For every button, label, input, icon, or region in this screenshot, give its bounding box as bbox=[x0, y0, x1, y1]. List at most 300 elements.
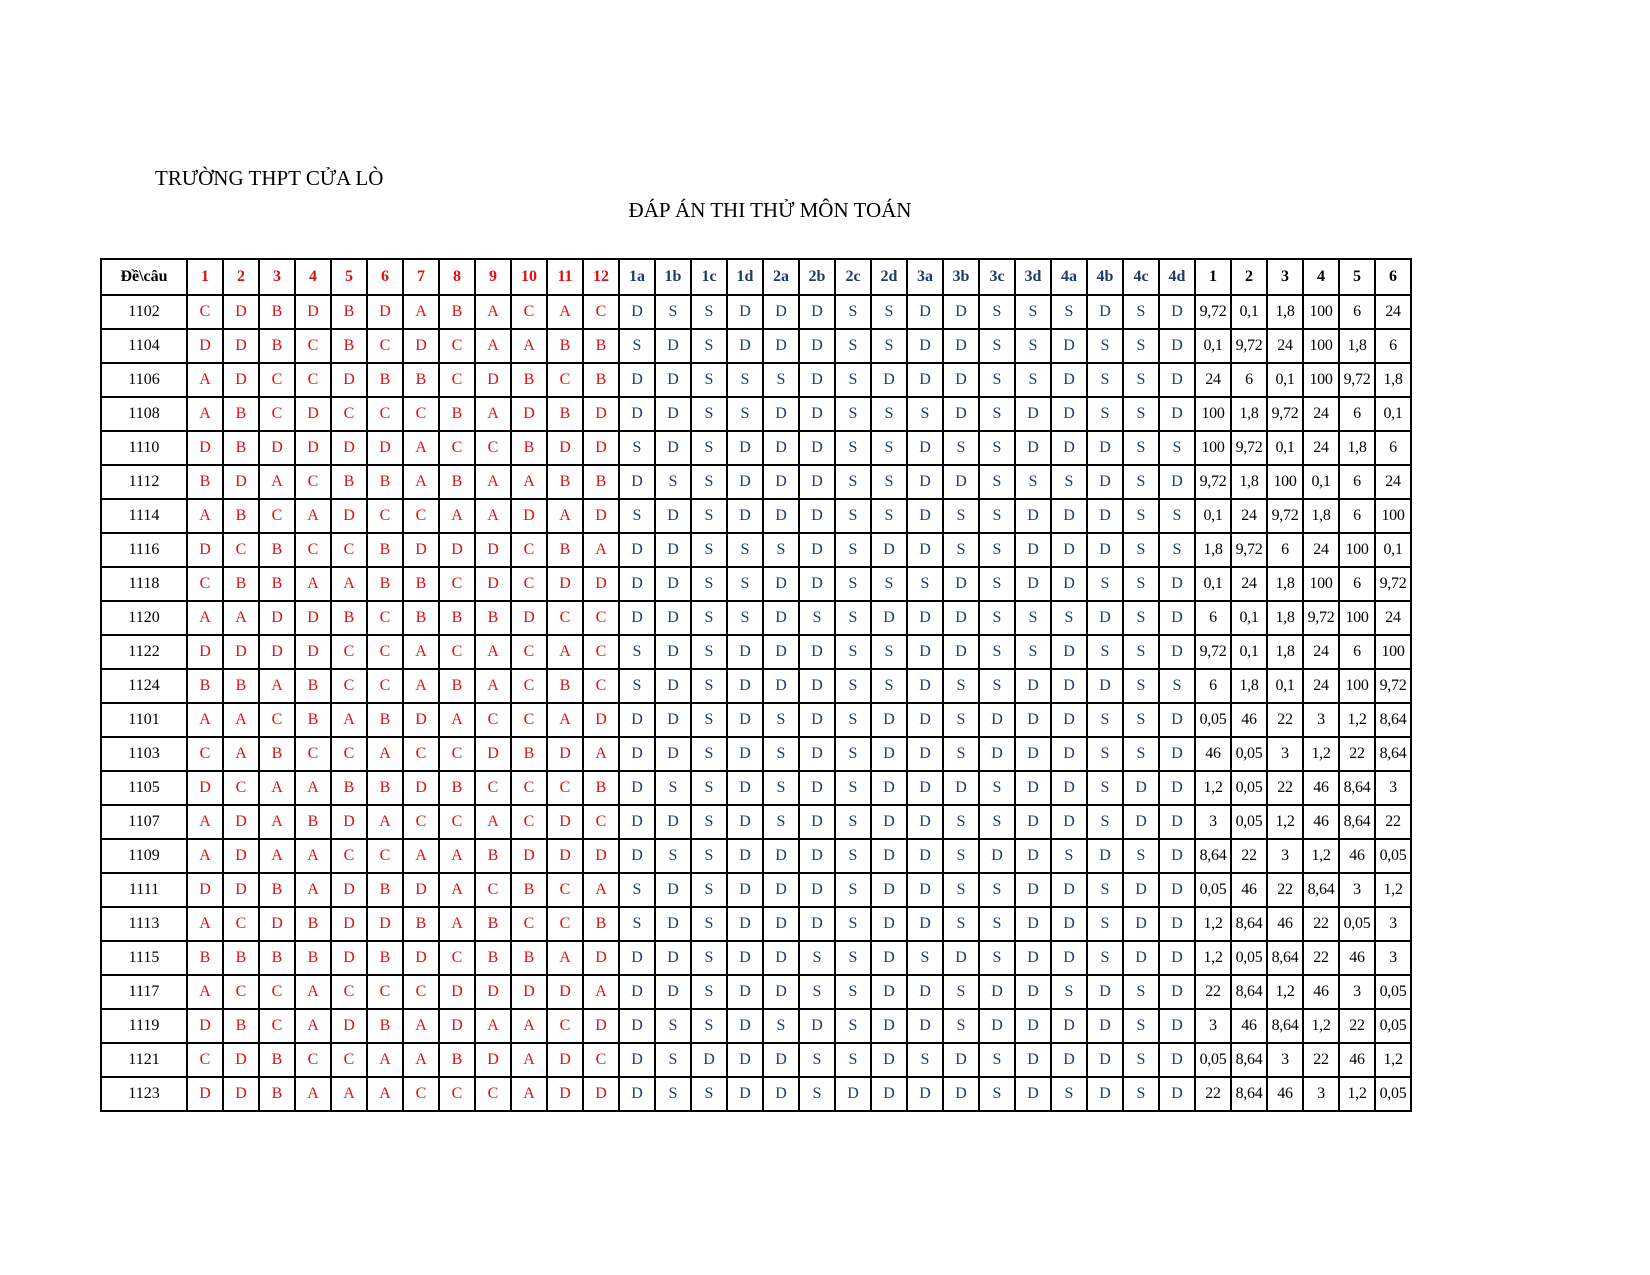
mc-answer-cell: C bbox=[583, 1043, 619, 1077]
sa-answer-cell: 9,72 bbox=[1195, 465, 1231, 499]
table-row bbox=[101, 669, 1411, 703]
mc-answer-cell: D bbox=[331, 805, 367, 839]
tf-answer-cell: D bbox=[943, 1077, 979, 1111]
sa-answer-cell: 6 bbox=[1339, 397, 1375, 431]
tf-answer-cell: D bbox=[1159, 465, 1195, 499]
tf-question-header: 3b bbox=[943, 259, 979, 295]
mc-answer-cell: B bbox=[403, 567, 439, 601]
mc-answer-cell: C bbox=[475, 703, 511, 737]
tf-answer-cell: D bbox=[1159, 635, 1195, 669]
mc-answer-cell: C bbox=[367, 839, 403, 873]
tf-answer-cell: S bbox=[943, 737, 979, 771]
tf-answer-cell: S bbox=[943, 873, 979, 907]
mc-answer-cell: A bbox=[439, 703, 475, 737]
mc-answer-cell: B bbox=[259, 1043, 295, 1077]
mc-answer-cell: A bbox=[187, 397, 223, 431]
mc-answer-cell: C bbox=[511, 771, 547, 805]
tf-answer-cell: S bbox=[835, 465, 871, 499]
tf-answer-cell: D bbox=[871, 941, 907, 975]
sa-answer-cell: 0,05 bbox=[1231, 941, 1267, 975]
tf-answer-cell: D bbox=[835, 1077, 871, 1111]
exam-code: 1111 bbox=[101, 873, 187, 907]
mc-answer-cell: D bbox=[475, 737, 511, 771]
tf-answer-cell: S bbox=[871, 669, 907, 703]
mc-answer-cell: A bbox=[295, 839, 331, 873]
tf-answer-cell: S bbox=[1051, 601, 1087, 635]
mc-answer-cell: A bbox=[583, 533, 619, 567]
tf-question-header: 2c bbox=[835, 259, 871, 295]
mc-answer-cell: A bbox=[331, 567, 367, 601]
tf-answer-cell: D bbox=[763, 941, 799, 975]
tf-answer-cell: S bbox=[691, 1077, 727, 1111]
mc-answer-cell: B bbox=[223, 431, 259, 465]
mc-answer-cell: D bbox=[295, 635, 331, 669]
tf-answer-cell: S bbox=[1087, 703, 1123, 737]
school-name: TRƯỜNG THPT CỬA LÒ bbox=[155, 166, 384, 190]
tf-answer-cell: D bbox=[907, 1077, 943, 1111]
mc-answer-cell: A bbox=[475, 1009, 511, 1043]
tf-answer-cell: S bbox=[1087, 397, 1123, 431]
mc-answer-cell: A bbox=[475, 499, 511, 533]
tf-answer-cell: D bbox=[907, 669, 943, 703]
mc-answer-cell: D bbox=[547, 805, 583, 839]
tf-question-header: 2a bbox=[763, 259, 799, 295]
mc-answer-cell: D bbox=[511, 499, 547, 533]
mc-answer-cell: C bbox=[583, 295, 619, 329]
tf-answer-cell: D bbox=[871, 703, 907, 737]
tf-answer-cell: S bbox=[799, 1043, 835, 1077]
mc-answer-cell: A bbox=[439, 839, 475, 873]
mc-question-header: 4 bbox=[295, 259, 331, 295]
mc-answer-cell: B bbox=[439, 465, 475, 499]
tf-question-header: 4c bbox=[1123, 259, 1159, 295]
mc-answer-cell: C bbox=[295, 465, 331, 499]
tf-answer-cell: S bbox=[1051, 975, 1087, 1009]
tf-answer-cell: S bbox=[691, 295, 727, 329]
table-row bbox=[101, 839, 1411, 873]
mc-answer-cell: C bbox=[439, 431, 475, 465]
mc-answer-cell: A bbox=[259, 805, 295, 839]
mc-answer-cell: D bbox=[259, 635, 295, 669]
tf-answer-cell: D bbox=[799, 635, 835, 669]
sa-answer-cell: 100 bbox=[1339, 601, 1375, 635]
sa-answer-cell: 3 bbox=[1339, 975, 1375, 1009]
tf-answer-cell: S bbox=[1123, 601, 1159, 635]
mc-answer-cell: C bbox=[403, 737, 439, 771]
tf-answer-cell: S bbox=[835, 669, 871, 703]
exam-code: 1106 bbox=[101, 363, 187, 397]
mc-answer-cell: B bbox=[583, 329, 619, 363]
tf-answer-cell: D bbox=[907, 805, 943, 839]
mc-answer-cell: A bbox=[259, 839, 295, 873]
tf-answer-cell: D bbox=[655, 873, 691, 907]
tf-answer-cell: S bbox=[1123, 635, 1159, 669]
tf-answer-cell: D bbox=[907, 975, 943, 1009]
mc-answer-cell: D bbox=[583, 839, 619, 873]
mc-answer-cell: C bbox=[223, 533, 259, 567]
sa-answer-cell: 22 bbox=[1303, 1043, 1339, 1077]
tf-answer-cell: S bbox=[835, 1009, 871, 1043]
sa-answer-cell: 22 bbox=[1267, 771, 1303, 805]
mc-answer-cell: B bbox=[259, 533, 295, 567]
tf-answer-cell: D bbox=[1123, 771, 1159, 805]
sa-answer-cell: 22 bbox=[1231, 839, 1267, 873]
tf-answer-cell: S bbox=[835, 941, 871, 975]
sa-answer-cell: 9,72 bbox=[1339, 363, 1375, 397]
tf-answer-cell: S bbox=[835, 873, 871, 907]
mc-answer-cell: C bbox=[367, 499, 403, 533]
mc-answer-cell: D bbox=[583, 1009, 619, 1043]
mc-answer-cell: B bbox=[583, 907, 619, 941]
tf-answer-cell: D bbox=[1159, 1043, 1195, 1077]
sa-answer-cell: 9,72 bbox=[1303, 601, 1339, 635]
mc-answer-cell: A bbox=[547, 941, 583, 975]
mc-answer-cell: D bbox=[547, 737, 583, 771]
sa-answer-cell: 100 bbox=[1339, 533, 1375, 567]
tf-answer-cell: S bbox=[1123, 363, 1159, 397]
tf-answer-cell: D bbox=[1051, 771, 1087, 805]
tf-answer-cell: S bbox=[691, 703, 727, 737]
tf-answer-cell: S bbox=[835, 771, 871, 805]
tf-answer-cell: S bbox=[691, 601, 727, 635]
exam-code: 1113 bbox=[101, 907, 187, 941]
mc-answer-cell: D bbox=[403, 771, 439, 805]
mc-answer-cell: B bbox=[259, 567, 295, 601]
sa-answer-cell: 0,1 bbox=[1375, 533, 1411, 567]
mc-answer-cell: C bbox=[187, 295, 223, 329]
tf-answer-cell: S bbox=[691, 499, 727, 533]
mc-answer-cell: B bbox=[187, 669, 223, 703]
mc-answer-cell: D bbox=[331, 873, 367, 907]
sa-answer-cell: 1,2 bbox=[1267, 805, 1303, 839]
sa-answer-cell: 0,05 bbox=[1231, 737, 1267, 771]
tf-answer-cell: S bbox=[691, 839, 727, 873]
mc-answer-cell: D bbox=[511, 839, 547, 873]
tf-answer-cell: D bbox=[979, 1009, 1015, 1043]
sa-answer-cell: 3 bbox=[1303, 703, 1339, 737]
mc-answer-cell: D bbox=[187, 1077, 223, 1111]
tf-answer-cell: S bbox=[1123, 431, 1159, 465]
tf-answer-cell: S bbox=[691, 907, 727, 941]
sa-answer-cell: 24 bbox=[1303, 431, 1339, 465]
tf-question-header: 3a bbox=[907, 259, 943, 295]
mc-answer-cell: C bbox=[511, 635, 547, 669]
exam-code: 1121 bbox=[101, 1043, 187, 1077]
mc-answer-cell: D bbox=[187, 431, 223, 465]
tf-answer-cell: S bbox=[979, 941, 1015, 975]
mc-answer-cell: D bbox=[331, 941, 367, 975]
mc-answer-cell: B bbox=[475, 941, 511, 975]
sa-answer-cell: 24 bbox=[1303, 635, 1339, 669]
mc-answer-cell: B bbox=[511, 431, 547, 465]
mc-answer-cell: A bbox=[259, 669, 295, 703]
mc-answer-cell: C bbox=[439, 329, 475, 363]
sa-answer-cell: 3 bbox=[1339, 873, 1375, 907]
mc-answer-cell: D bbox=[511, 397, 547, 431]
tf-answer-cell: D bbox=[1015, 1077, 1051, 1111]
tf-answer-cell: D bbox=[763, 635, 799, 669]
tf-answer-cell: D bbox=[907, 533, 943, 567]
mc-answer-cell: D bbox=[511, 975, 547, 1009]
mc-answer-cell: C bbox=[331, 839, 367, 873]
mc-answer-cell: C bbox=[259, 1009, 295, 1043]
tf-answer-cell: D bbox=[799, 1009, 835, 1043]
tf-answer-cell: S bbox=[979, 805, 1015, 839]
mc-answer-cell: B bbox=[475, 907, 511, 941]
sa-answer-cell: 9,72 bbox=[1375, 669, 1411, 703]
sa-answer-cell: 1,8 bbox=[1339, 329, 1375, 363]
tf-answer-cell: D bbox=[655, 363, 691, 397]
tf-answer-cell: S bbox=[979, 907, 1015, 941]
mc-answer-cell: D bbox=[439, 1009, 475, 1043]
tf-answer-cell: D bbox=[871, 363, 907, 397]
tf-answer-cell: S bbox=[619, 873, 655, 907]
exam-code: 1123 bbox=[101, 1077, 187, 1111]
tf-answer-cell: S bbox=[619, 635, 655, 669]
tf-answer-cell: S bbox=[1123, 975, 1159, 1009]
table-row bbox=[101, 295, 1411, 329]
exam-code: 1109 bbox=[101, 839, 187, 873]
tf-answer-cell: D bbox=[727, 975, 763, 1009]
table-row bbox=[101, 703, 1411, 737]
tf-answer-cell: D bbox=[619, 771, 655, 805]
tf-answer-cell: S bbox=[1015, 635, 1051, 669]
tf-answer-cell: D bbox=[727, 1009, 763, 1043]
table-row bbox=[101, 1077, 1411, 1111]
mc-answer-cell: A bbox=[295, 1009, 331, 1043]
mc-answer-cell: C bbox=[367, 397, 403, 431]
tf-answer-cell: S bbox=[727, 601, 763, 635]
sa-answer-cell: 0,1 bbox=[1195, 567, 1231, 601]
tf-answer-cell: D bbox=[799, 771, 835, 805]
tf-answer-cell: D bbox=[943, 295, 979, 329]
tf-answer-cell: S bbox=[1087, 907, 1123, 941]
tf-answer-cell: D bbox=[871, 1009, 907, 1043]
tf-answer-cell: D bbox=[871, 771, 907, 805]
tf-question-header: 2d bbox=[871, 259, 907, 295]
tf-answer-cell: D bbox=[655, 431, 691, 465]
tf-answer-cell: S bbox=[1123, 1043, 1159, 1077]
tf-answer-cell: S bbox=[655, 839, 691, 873]
tf-answer-cell: S bbox=[835, 431, 871, 465]
tf-answer-cell: S bbox=[1123, 397, 1159, 431]
mc-answer-cell: C bbox=[583, 805, 619, 839]
tf-answer-cell: D bbox=[1015, 737, 1051, 771]
sa-answer-cell: 0,05 bbox=[1375, 1077, 1411, 1111]
tf-answer-cell: D bbox=[1087, 465, 1123, 499]
mc-answer-cell: A bbox=[403, 839, 439, 873]
mc-answer-cell: D bbox=[223, 295, 259, 329]
sa-question-header: 1 bbox=[1195, 259, 1231, 295]
tf-answer-cell: S bbox=[835, 329, 871, 363]
sa-answer-cell: 1,2 bbox=[1339, 703, 1375, 737]
tf-answer-cell: D bbox=[799, 737, 835, 771]
mc-answer-cell: A bbox=[583, 737, 619, 771]
tf-answer-cell: D bbox=[1087, 975, 1123, 1009]
sa-answer-cell: 8,64 bbox=[1267, 1009, 1303, 1043]
mc-answer-cell: D bbox=[223, 805, 259, 839]
mc-answer-cell: D bbox=[547, 567, 583, 601]
tf-answer-cell: S bbox=[943, 499, 979, 533]
sa-answer-cell: 0,05 bbox=[1375, 839, 1411, 873]
tf-answer-cell: S bbox=[907, 941, 943, 975]
mc-answer-cell: B bbox=[367, 533, 403, 567]
mc-answer-cell: A bbox=[295, 1077, 331, 1111]
mc-answer-cell: B bbox=[439, 295, 475, 329]
sa-answer-cell: 3 bbox=[1303, 1077, 1339, 1111]
tf-answer-cell: S bbox=[835, 839, 871, 873]
tf-answer-cell: D bbox=[763, 907, 799, 941]
tf-answer-cell: S bbox=[979, 669, 1015, 703]
tf-answer-cell: S bbox=[619, 431, 655, 465]
mc-answer-cell: D bbox=[475, 533, 511, 567]
tf-answer-cell: S bbox=[979, 873, 1015, 907]
mc-answer-cell: C bbox=[439, 941, 475, 975]
tf-answer-cell: D bbox=[763, 839, 799, 873]
mc-answer-cell: A bbox=[475, 635, 511, 669]
mc-answer-cell: C bbox=[331, 737, 367, 771]
mc-answer-cell: D bbox=[295, 601, 331, 635]
tf-answer-cell: S bbox=[835, 1043, 871, 1077]
tf-answer-cell: S bbox=[691, 941, 727, 975]
tf-answer-cell: D bbox=[619, 1043, 655, 1077]
tf-answer-cell: D bbox=[1087, 839, 1123, 873]
exam-code: 1115 bbox=[101, 941, 187, 975]
sa-answer-cell: 3 bbox=[1375, 771, 1411, 805]
tf-answer-cell: D bbox=[763, 669, 799, 703]
sa-answer-cell: 9,72 bbox=[1267, 397, 1303, 431]
tf-answer-cell: S bbox=[943, 907, 979, 941]
sa-answer-cell: 46 bbox=[1303, 975, 1339, 1009]
tf-answer-cell: D bbox=[799, 465, 835, 499]
mc-answer-cell: A bbox=[547, 295, 583, 329]
sa-answer-cell: 8,64 bbox=[1375, 737, 1411, 771]
mc-answer-cell: D bbox=[295, 431, 331, 465]
tf-answer-cell: D bbox=[943, 601, 979, 635]
mc-answer-cell: A bbox=[475, 397, 511, 431]
tf-answer-cell: D bbox=[871, 839, 907, 873]
tf-answer-cell: D bbox=[1015, 975, 1051, 1009]
tf-answer-cell: D bbox=[655, 499, 691, 533]
sa-answer-cell: 3 bbox=[1267, 737, 1303, 771]
mc-answer-cell: A bbox=[439, 907, 475, 941]
mc-answer-cell: C bbox=[583, 601, 619, 635]
tf-answer-cell: S bbox=[691, 737, 727, 771]
sa-answer-cell: 0,05 bbox=[1195, 873, 1231, 907]
mc-answer-cell: C bbox=[511, 295, 547, 329]
mc-answer-cell: D bbox=[403, 533, 439, 567]
table-row bbox=[101, 1043, 1411, 1077]
tf-answer-cell: D bbox=[799, 431, 835, 465]
mc-answer-cell: A bbox=[187, 703, 223, 737]
sa-answer-cell: 46 bbox=[1231, 703, 1267, 737]
tf-answer-cell: D bbox=[1087, 1077, 1123, 1111]
exam-code: 1107 bbox=[101, 805, 187, 839]
tf-answer-cell: D bbox=[1015, 941, 1051, 975]
mc-answer-cell: C bbox=[223, 907, 259, 941]
mc-answer-cell: B bbox=[439, 771, 475, 805]
mc-question-header: 1 bbox=[187, 259, 223, 295]
mc-answer-cell: B bbox=[187, 465, 223, 499]
mc-answer-cell: A bbox=[331, 703, 367, 737]
tf-answer-cell: S bbox=[871, 329, 907, 363]
mc-answer-cell: D bbox=[403, 941, 439, 975]
mc-answer-cell: D bbox=[331, 499, 367, 533]
tf-answer-cell: D bbox=[1051, 499, 1087, 533]
mc-answer-cell: D bbox=[475, 567, 511, 601]
mc-answer-cell: D bbox=[511, 601, 547, 635]
table-row bbox=[101, 431, 1411, 465]
mc-answer-cell: C bbox=[439, 635, 475, 669]
tf-answer-cell: D bbox=[1051, 1009, 1087, 1043]
tf-answer-cell: S bbox=[1123, 465, 1159, 499]
tf-answer-cell: D bbox=[727, 839, 763, 873]
mc-answer-cell: B bbox=[223, 941, 259, 975]
mc-answer-cell: C bbox=[403, 975, 439, 1009]
sa-answer-cell: 1,8 bbox=[1231, 669, 1267, 703]
mc-answer-cell: A bbox=[403, 1009, 439, 1043]
sa-answer-cell: 22 bbox=[1267, 703, 1303, 737]
sa-answer-cell: 46 bbox=[1303, 771, 1339, 805]
sa-answer-cell: 24 bbox=[1195, 363, 1231, 397]
mc-answer-cell: D bbox=[187, 635, 223, 669]
sa-answer-cell: 1,2 bbox=[1267, 975, 1303, 1009]
mc-answer-cell: B bbox=[547, 669, 583, 703]
mc-answer-cell: A bbox=[403, 431, 439, 465]
mc-answer-cell: A bbox=[475, 295, 511, 329]
tf-answer-cell: D bbox=[763, 329, 799, 363]
mc-answer-cell: D bbox=[583, 431, 619, 465]
sa-answer-cell: 0,05 bbox=[1339, 907, 1375, 941]
sa-answer-cell: 1,8 bbox=[1267, 601, 1303, 635]
sa-answer-cell: 9,72 bbox=[1231, 431, 1267, 465]
mc-answer-cell: A bbox=[295, 873, 331, 907]
tf-answer-cell: S bbox=[835, 601, 871, 635]
tf-answer-cell: D bbox=[979, 737, 1015, 771]
tf-answer-cell: D bbox=[619, 1009, 655, 1043]
table-body bbox=[101, 295, 1411, 1111]
tf-answer-cell: S bbox=[835, 737, 871, 771]
mc-answer-cell: B bbox=[475, 839, 511, 873]
tf-answer-cell: D bbox=[799, 873, 835, 907]
tf-answer-cell: D bbox=[619, 975, 655, 1009]
tf-answer-cell: S bbox=[1123, 499, 1159, 533]
mc-answer-cell: A bbox=[295, 499, 331, 533]
exam-code: 1112 bbox=[101, 465, 187, 499]
tf-answer-cell: S bbox=[907, 1043, 943, 1077]
mc-answer-cell: B bbox=[259, 941, 295, 975]
exam-code: 1117 bbox=[101, 975, 187, 1009]
tf-answer-cell: D bbox=[1051, 703, 1087, 737]
mc-answer-cell: C bbox=[547, 601, 583, 635]
tf-answer-cell: D bbox=[799, 839, 835, 873]
sa-answer-cell: 8,64 bbox=[1195, 839, 1231, 873]
tf-answer-cell: S bbox=[1051, 1077, 1087, 1111]
sa-answer-cell: 46 bbox=[1339, 839, 1375, 873]
mc-answer-cell: C bbox=[439, 805, 475, 839]
tf-answer-cell: S bbox=[871, 567, 907, 601]
tf-answer-cell: S bbox=[619, 499, 655, 533]
sa-answer-cell: 46 bbox=[1195, 737, 1231, 771]
tf-answer-cell: S bbox=[979, 567, 1015, 601]
sa-answer-cell: 1,2 bbox=[1375, 873, 1411, 907]
mc-answer-cell: B bbox=[187, 941, 223, 975]
sa-answer-cell: 3 bbox=[1195, 1009, 1231, 1043]
tf-answer-cell: S bbox=[907, 567, 943, 601]
mc-answer-cell: B bbox=[367, 1009, 403, 1043]
sa-answer-cell: 0,05 bbox=[1231, 805, 1267, 839]
tf-answer-cell: D bbox=[655, 805, 691, 839]
